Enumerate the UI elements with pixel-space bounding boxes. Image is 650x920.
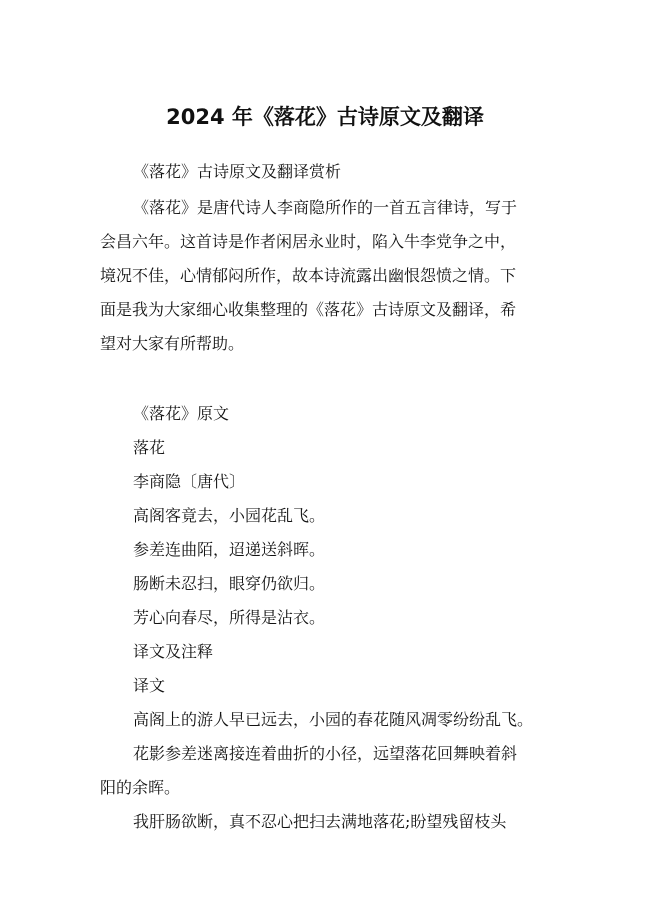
intro-paragraph-line-3: 境况不佳，心情郁闷所作，故本诗流露出幽恨怨愤之情。下 bbox=[100, 266, 517, 285]
translation-line-2: 花影参差迷离接连着曲折的小径，远望落花回舞映着斜 bbox=[133, 744, 518, 763]
document-title: 2024 年《落花》古诗原文及翻译 bbox=[166, 105, 484, 129]
translation-line-3: 阳的余晖。 bbox=[100, 778, 181, 797]
poem-line-1: 高阁客竟去，小园花乱飞。 bbox=[133, 506, 326, 525]
translation-line-1: 高阁上的游人早已远去，小园的春花随风凋零纷纷乱飞。 bbox=[133, 710, 534, 729]
intro-paragraph-line-5: 望对大家有所帮助。 bbox=[100, 334, 245, 353]
poem-line-3: 肠断未忍扫，眼穿仍欲归。 bbox=[133, 574, 326, 593]
section-heading-translation: 译文 bbox=[133, 676, 166, 695]
section-heading-original: 《落花》原文 bbox=[133, 404, 230, 423]
intro-paragraph-line-1: 《落花》是唐代诗人李商隐所作的一首五言律诗，写于 bbox=[133, 198, 518, 217]
intro-paragraph-line-2: 会昌六年。这首诗是作者闲居永业时，陷入牛李党争之中， bbox=[100, 232, 517, 251]
poem-author: 李商隐〔唐代〕 bbox=[133, 472, 246, 491]
poem-line-4: 芳心向春尽，所得是沾衣。 bbox=[133, 608, 326, 627]
section-heading-translation-notes: 译文及注释 bbox=[133, 642, 214, 661]
subtitle-line: 《落花》古诗原文及翻译赏析 bbox=[133, 162, 342, 181]
translation-line-4: 我肝肠欲断，真不忍心把扫去满地落花;盼望残留枝头 bbox=[133, 812, 507, 831]
poem-line-2: 参差连曲陌，迢递送斜晖。 bbox=[133, 540, 326, 559]
intro-paragraph-line-4: 面是我为大家细心收集整理的《落花》古诗原文及翻译，希 bbox=[100, 300, 517, 319]
poem-title: 落花 bbox=[133, 438, 166, 457]
